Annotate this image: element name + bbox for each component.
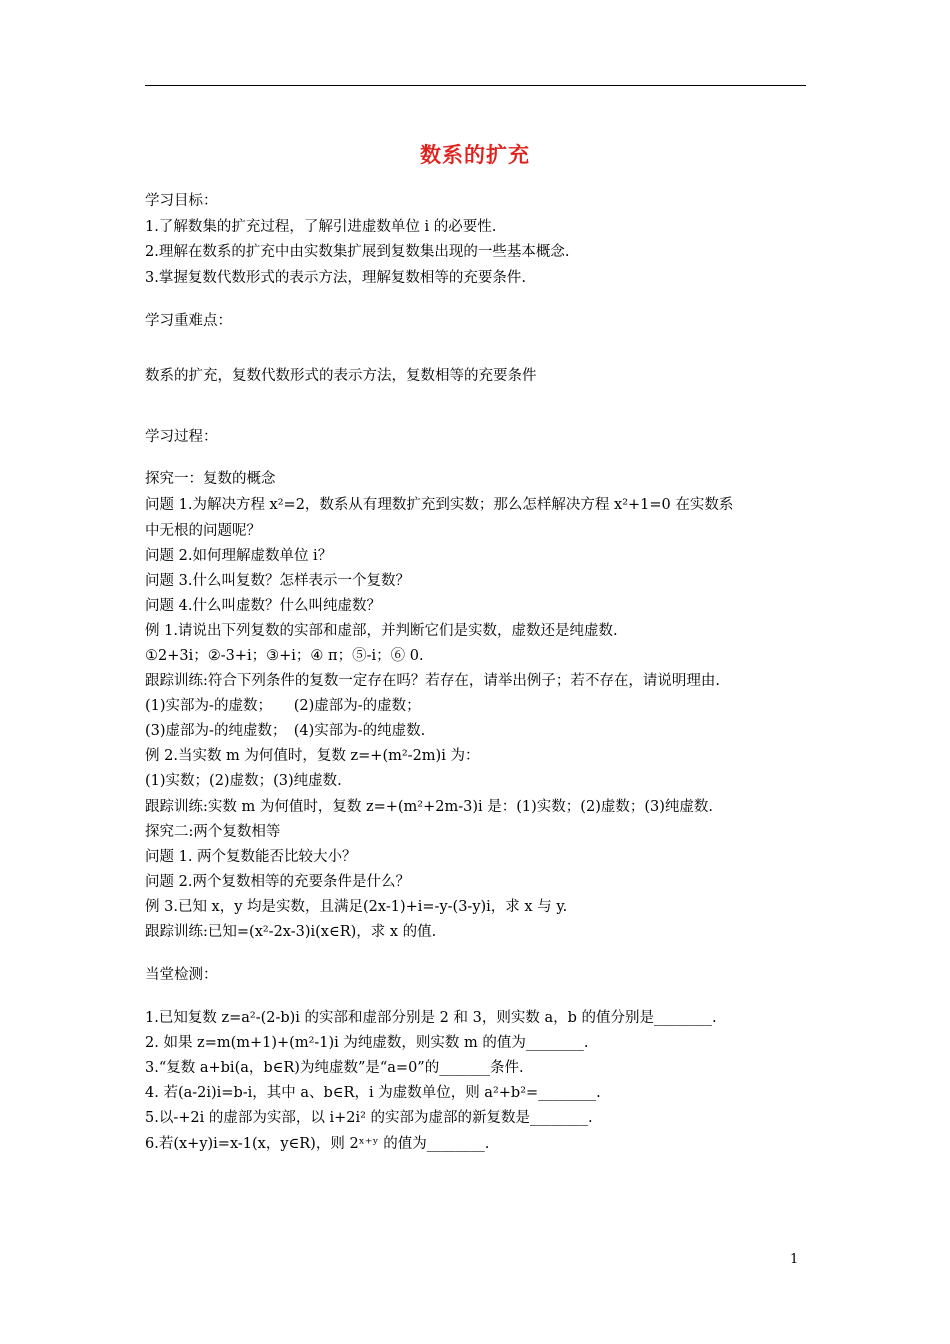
practice-2: 跟踪训练:实数 m 为何值时，复数 z=+(m²+2m-3)i 是：(1)实数；(2)虚数；(3)纯虚数. bbox=[145, 799, 713, 815]
check-1: 1.已知复数 z=a²-(2-b)i 的实部和虚部分别是 2 和 3，则实数 a，b 的值分别是________. bbox=[145, 1010, 717, 1026]
example-2: 例 2.当实数 m 为何值时，复数 z=+(m²-2m)i 为： bbox=[145, 748, 480, 764]
header-rule bbox=[145, 85, 806, 86]
practice-3: 跟踪训练:已知=(x²-2x-3)i(x∈R)，求 x 的值. bbox=[145, 924, 437, 940]
section-heading-check: 当堂检测： bbox=[145, 967, 218, 983]
key-points-text: 数系的扩充，复数代数形式的表示方法，复数相等的充要条件 bbox=[145, 368, 537, 384]
question-1-line-1: 问题 1.为解决方程 x²=2，数系从有理数扩充到实数；那么怎样解决方程 x²+1=0 在实数系 bbox=[145, 497, 734, 513]
document-title: 数系的扩充 bbox=[420, 143, 530, 167]
question-4: 问题 4.什么叫虚数？什么叫纯虚数？ bbox=[145, 598, 381, 614]
check-6: 6.若(x+y)i=x-1(x，y∈R)，则 2ˣ⁺ʸ 的值为________. bbox=[145, 1136, 490, 1152]
question-1-line-2: 中无根的问题呢？ bbox=[145, 523, 261, 539]
check-4: 4. 若(a-2i)i=b-i，其中 a、b∈R，i 为虚数单位，则 a²+b²=________. bbox=[145, 1085, 601, 1101]
explore-2-question-1: 问题 1. 两个复数能否比较大小？ bbox=[145, 849, 357, 865]
section-heading-objectives: 学习目标： bbox=[145, 193, 218, 209]
question-2: 问题 2.如何理解虚数单位 i？ bbox=[145, 548, 333, 564]
section-heading-key-points: 学习重难点： bbox=[145, 313, 232, 329]
section-heading-process: 学习过程： bbox=[145, 429, 218, 445]
example-1-items: ①2+3i；②-3+i；③+i；④ π；⑤-i；⑥ 0. bbox=[145, 648, 424, 664]
practice-1: 跟踪训练:符合下列条件的复数一定存在吗？若存在，请举出例子；若不存在，请说明理由. bbox=[145, 673, 720, 689]
example-3: 例 3.已知 x，y 均是实数，且满足(2x-1)+i=-y-(3-y)i，求 x 与 y. bbox=[145, 899, 568, 915]
objective-2: 2.理解在数系的扩充中由实数集扩展到复数集出现的一些基本概念. bbox=[145, 244, 570, 260]
explore-1-heading: 探究一：复数的概念 bbox=[145, 471, 276, 487]
objective-3: 3.掌握复数代数形式的表示方法，理解复数相等的充要条件. bbox=[145, 270, 526, 286]
explore-2-question-2: 问题 2.两个复数相等的充要条件是什么？ bbox=[145, 874, 410, 890]
example-1: 例 1.请说出下列复数的实部和虚部，并判断它们是实数，虚数还是纯虚数. bbox=[145, 623, 618, 639]
explore-2-heading: 探究二:两个复数相等 bbox=[145, 824, 281, 840]
example-2-items: (1)实数；(2)虚数；(3)纯虚数. bbox=[145, 773, 342, 789]
check-3: 3.“复数 a+bi(a，b∈R)为纯虚数”是“a=0”的_______条件. bbox=[145, 1060, 524, 1076]
question-3: 问题 3.什么叫复数？怎样表示一个复数？ bbox=[145, 573, 410, 589]
practice-1-items-b: (3)虚部为-的纯虚数； (4)实部为-的纯虚数. bbox=[145, 723, 426, 739]
check-5: 5.以-+2i 的虚部为实部，以 i+2i² 的实部为虚部的新复数是________. bbox=[145, 1110, 593, 1126]
objective-1: 1.了解数集的扩充过程，了解引进虚数单位 i 的必要性. bbox=[145, 219, 497, 235]
practice-1-items-a: (1)实部为-的虚数； (2)虚部为-的虚数； bbox=[145, 698, 421, 714]
check-2: 2. 如果 z=m(m+1)+(m²-1)i 为纯虚数，则实数 m 的值为________. bbox=[145, 1035, 589, 1051]
page-number: 1 bbox=[790, 1252, 799, 1267]
